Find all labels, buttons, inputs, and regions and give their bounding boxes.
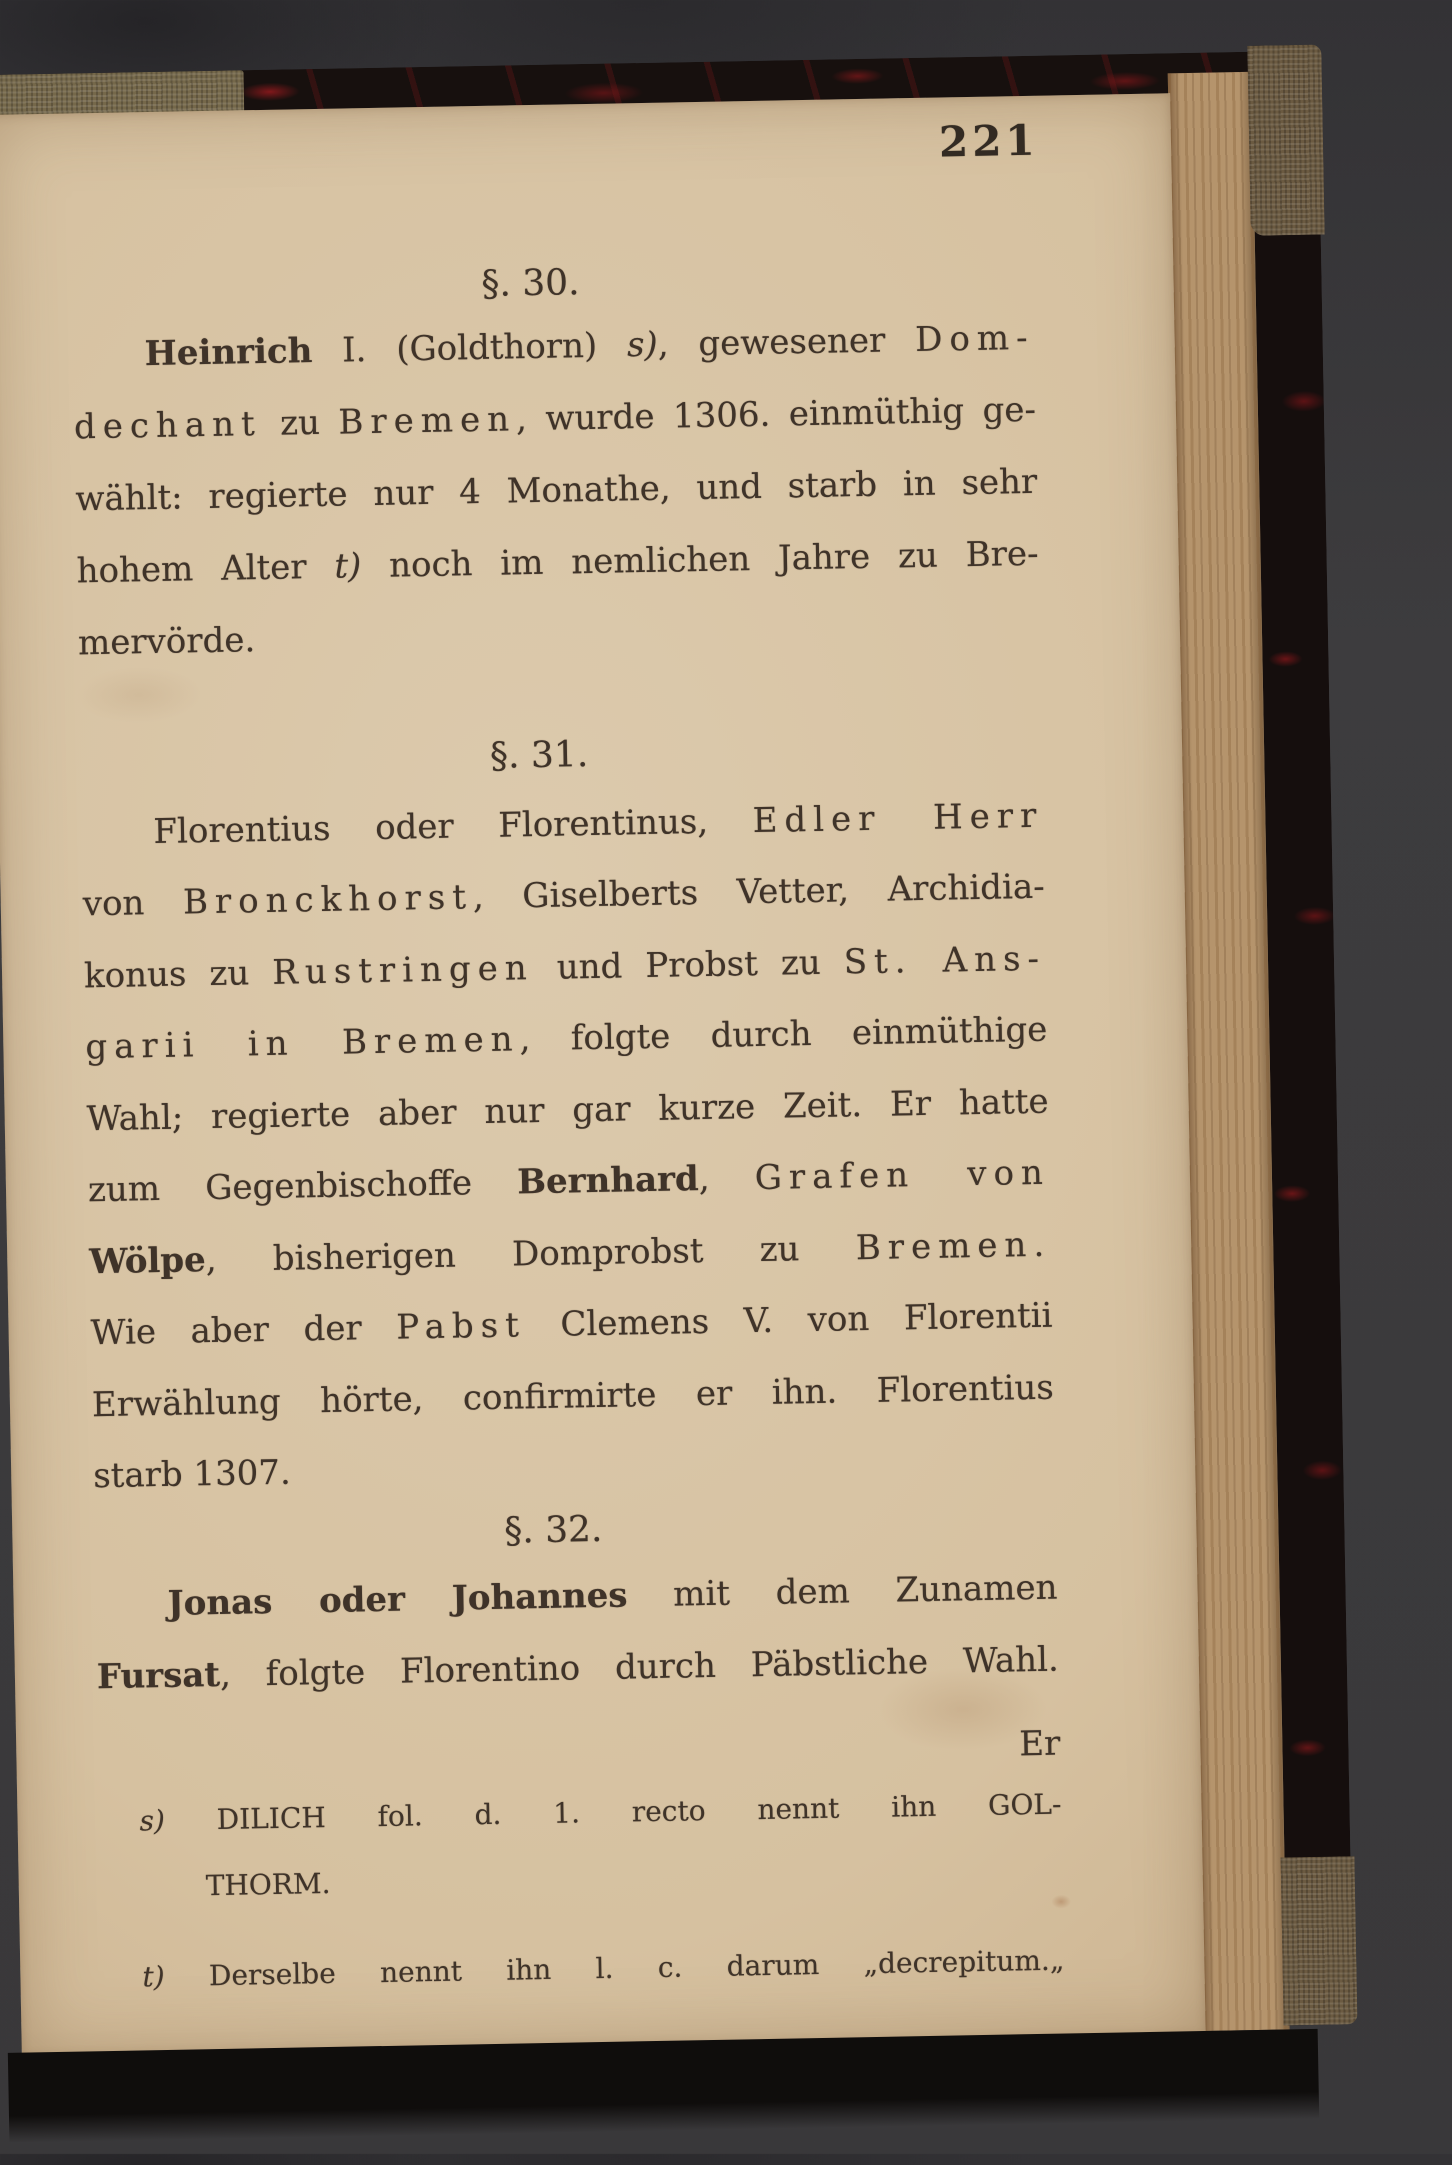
text-segment: zum Gegenbischoffe bbox=[88, 1162, 518, 1210]
text-segment: Heinrich bbox=[144, 331, 312, 374]
book-page bbox=[0, 93, 1206, 2056]
text-segment: Edler Herr bbox=[752, 796, 1043, 841]
text-segment: starb 1307. bbox=[93, 1453, 291, 1497]
cover-cloth-corner-top-right bbox=[1247, 45, 1324, 236]
text-segment: Wie aber der bbox=[90, 1308, 396, 1354]
text-segment: , bisherigen Domprobst zu bbox=[205, 1228, 856, 1280]
text-line bbox=[78, 606, 1041, 664]
text-line bbox=[75, 462, 1038, 520]
text-segment: Jonas oder Johannes bbox=[167, 1575, 628, 1623]
text-segment: Florentius oder Florentinus, bbox=[153, 801, 753, 852]
text-segment: und Probst zu bbox=[533, 942, 844, 988]
text-segment: Pabst bbox=[396, 1305, 526, 1347]
text-line bbox=[74, 390, 1037, 448]
text-line bbox=[95, 1568, 1058, 1626]
text-segment: Rustringen bbox=[272, 948, 534, 993]
text-line bbox=[89, 1225, 1052, 1283]
footnote-line bbox=[139, 1788, 1061, 1838]
text-line bbox=[97, 1640, 1060, 1698]
text-segment: garii in Bremen bbox=[85, 1019, 520, 1067]
page-number: 221 bbox=[939, 116, 1040, 167]
text-segment: konus zu bbox=[84, 953, 273, 996]
text-segment: wählt: regierte nur 4 Monathe, und starb in sehr bbox=[75, 462, 1038, 520]
text-line bbox=[93, 1439, 1056, 1497]
section-heading-30: §. 30. bbox=[49, 254, 1012, 313]
text-segment: Wölpe bbox=[89, 1240, 206, 1282]
text-line bbox=[90, 1296, 1053, 1354]
section-heading-31: §. 31. bbox=[58, 726, 1021, 785]
text-segment: zu bbox=[261, 403, 339, 444]
text-line bbox=[92, 1368, 1055, 1426]
text-line bbox=[72, 318, 1035, 376]
text-segment: , wurde 1306. einmüthig ge- bbox=[516, 390, 1037, 440]
text-segment: mit dem Zunamen bbox=[627, 1568, 1058, 1616]
footnote-marker: s) bbox=[627, 325, 658, 366]
text-segment: dechant bbox=[74, 404, 262, 447]
footnote-marker: t) bbox=[142, 1960, 165, 1993]
text-segment: St. Ans- bbox=[843, 939, 1046, 983]
text-segment: Clemens V. von Florentii bbox=[525, 1296, 1052, 1346]
text-segment: von bbox=[82, 883, 183, 925]
text-segment: , bbox=[698, 1158, 755, 1199]
text-segment: Erwählung hörte, confirmirte er ihn. Florentius bbox=[92, 1368, 1055, 1426]
text-segment: Bronckhorst bbox=[183, 877, 474, 922]
text-segment: , folgte Florentino durch Päbstliche Wahl. bbox=[220, 1640, 1060, 1695]
footnote-line bbox=[142, 1944, 1064, 1994]
catchword: Er bbox=[98, 1724, 1061, 1782]
section-heading-32: §. 32. bbox=[72, 1501, 1035, 1560]
text-segment: Bremen bbox=[338, 399, 516, 442]
text-segment: noch im nemlichen Jahre zu Bre- bbox=[361, 534, 1039, 586]
text-line bbox=[82, 867, 1045, 925]
text-segment: Fursat bbox=[97, 1655, 221, 1697]
footnote-line bbox=[205, 1854, 1062, 1903]
text-segment: Bremen. bbox=[855, 1225, 1051, 1269]
text-segment: mervörde. bbox=[78, 620, 256, 663]
text-segment: hohem Alter bbox=[76, 547, 334, 592]
text-segment: , folgte durch einmüthige bbox=[519, 1010, 1047, 1060]
footnote-marker: t) bbox=[334, 546, 362, 586]
text-line bbox=[84, 939, 1047, 997]
footnote-marker: s) bbox=[139, 1804, 165, 1837]
text-segment: , gewesener bbox=[657, 320, 915, 365]
text-segment: THORM. bbox=[205, 1867, 330, 1902]
text-line bbox=[85, 1010, 1048, 1068]
text-segment: Wahl; regierte aber nur gar kurze Zeit. Er hatte bbox=[86, 1082, 1049, 1140]
text-segment: Dom- bbox=[915, 318, 1035, 360]
text-segment: , Giselberts Vetter, Archidia- bbox=[473, 867, 1045, 917]
text-line bbox=[86, 1082, 1049, 1140]
text-line bbox=[76, 534, 1039, 592]
text-segment: Derselbe nennt ihn l. c. darum „decrepitum.„ bbox=[164, 1944, 1064, 1993]
text-line bbox=[88, 1153, 1051, 1211]
text-segment: Grafen von bbox=[754, 1153, 1050, 1198]
text-segment: I. (Goldthorn) bbox=[312, 325, 627, 371]
text-segment: DILICH fol. d. 1. recto nennt ihn GOL- bbox=[165, 1788, 1062, 1837]
text-line bbox=[81, 796, 1044, 854]
text-segment: Bernhard bbox=[517, 1159, 699, 1202]
cover-cloth-corner-bottom-right bbox=[1280, 1856, 1357, 2025]
